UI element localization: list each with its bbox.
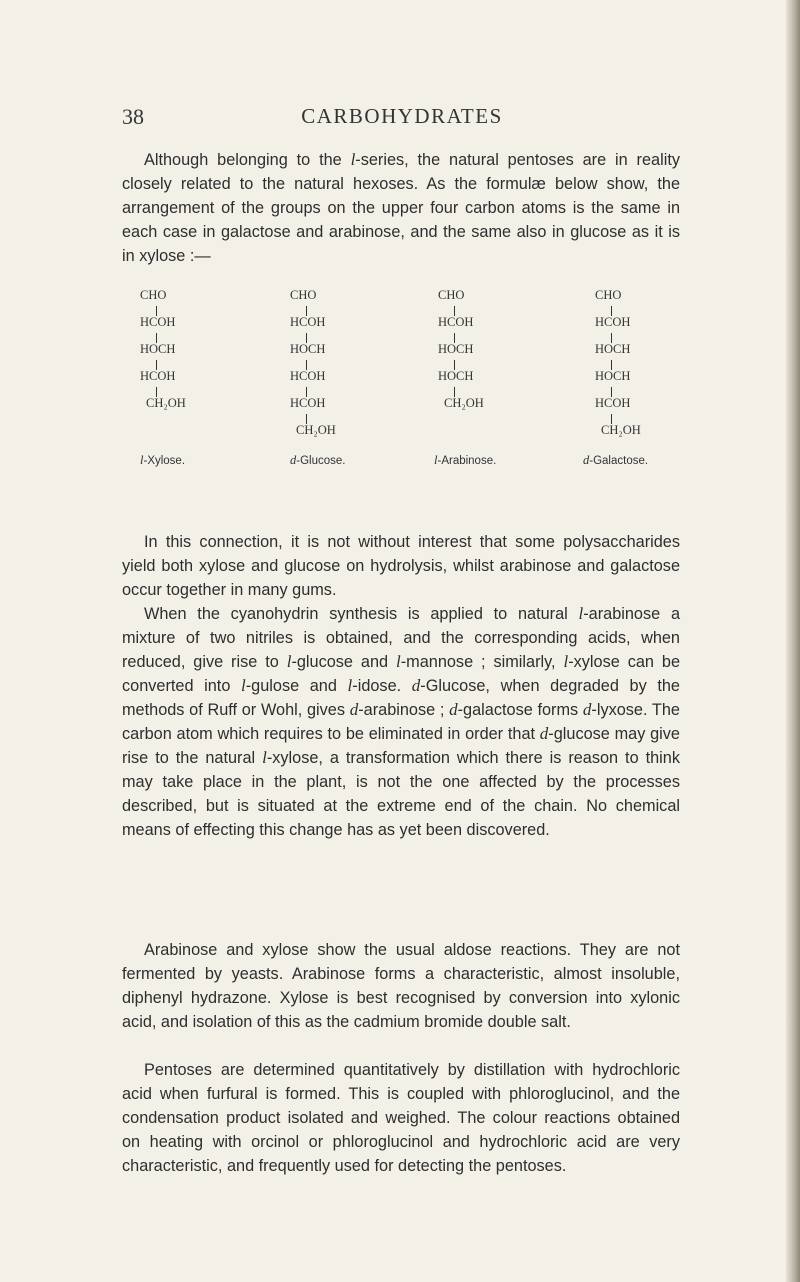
page-header [122,104,682,134]
paragraph-polysaccharides: In this connection, it is not without interest that some polysaccharides yield both xylose and glucose on hydrolysis, whilst arabinose and galactose occur together in many gums. [122,533,680,599]
running-head: CARBOHYDRATES [301,104,503,128]
page-number: 38 [122,104,144,129]
book-spine-shadow [786,0,800,1282]
caption-arabinose: l-Arabinose. [434,453,497,467]
paragraph-cyanohydrin: When the cyanohydrin synthesis is applied to natural l-arabinose a mixture of two nitriles is obtained, and the corresponding acids, when reduced, give rise to l-glucose and l-mannose ; similarly, l-xylose can be converted into l-gulose and l-idose. d-Glucose, when degraded by the methods of Ruff or Wohl, gives d-arabinose ; d-galactose forms d-lyxose. The carbon atom which requires to be eliminated in order that d-glucose may give rise to the natural l-xylose, a transformation which there is reason to think may take place in the plant, is not the one affected by the processes described, but is situated at the extreme end of the chain. No chemical means of effecting this change has as yet been discovered. [122,604,680,839]
caption-galactose: d-Galactose. [583,453,649,467]
paragraph-determination: Pentoses are determined quantitatively by distillation with hydrochloric acid when furfural is formed. This is coupled with phloroglucinol, and the condensation product isolated and weighed. The colour reactions obtained on heating with orcinol or phloroglucinol and hydrochloric acid are very characteristic, and frequently used for detecting the pentoses. [122,1061,680,1175]
structural-formulae: CHO HCOH HOCH HCOH CH₂OH l-Xylose. CHO HCOH HOCH HCOH HCOH CH₂OH d-Glucose. CHO HCOH HOCH HOCH CH₂OH l-Arabinose. CHO HCOH HOCH HOCH HCOH CH₂OH d-Galactose. [140,288,649,467]
intro-paragraph: Although belonging to the l-series, the natural pentoses are in reality closely related to the natural hexoses. As the formulæ below show, the arrangement of the groups on the upper four carbon atoms is the same in each case in galactose and arabinose, and the same also in glucose as it is in xylose :— [122,150,680,265]
paragraph-aldose-reactions: Arabinose and xylose show the usual aldose reactions. They are not fermented by yeasts. Arabinose forms a characteristic, almost insoluble, diphenyl hydrazone. Xylose is best recognised by conversion into xylonic acid, and isolation of this as the cadmium bromide double salt. [122,941,680,1031]
caption-xylose: l-Xylose. [140,453,186,467]
caption-glucose: d-Glucose. [290,453,346,467]
